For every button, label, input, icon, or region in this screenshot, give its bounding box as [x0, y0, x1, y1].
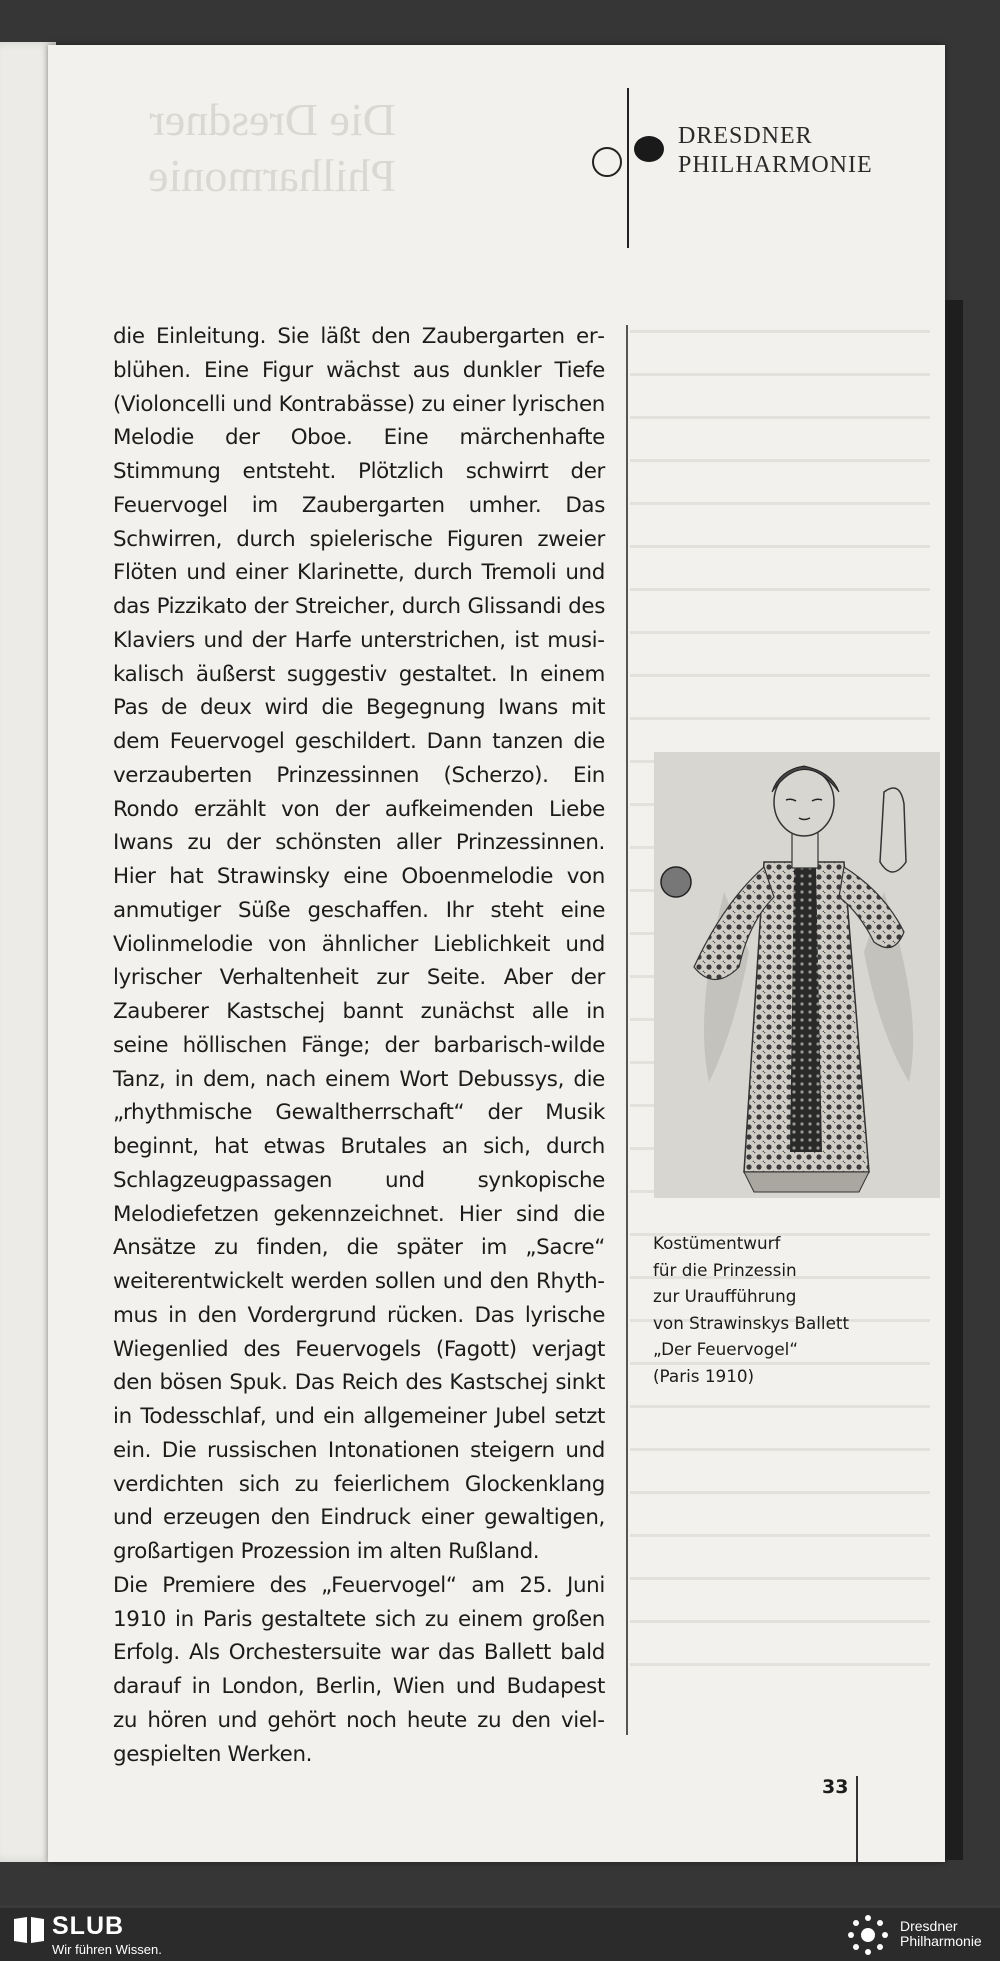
show-through-title: Die Dresdner Philharmonie	[148, 94, 396, 201]
logo-wordmark	[678, 122, 873, 180]
logo-line-2: PHILHARMONIE	[678, 152, 873, 178]
philharmonie-burst-icon	[843, 1913, 893, 1957]
princess-costume-drawing	[654, 752, 940, 1198]
dp-logo-icon	[583, 136, 627, 180]
page-number: 33	[822, 1776, 849, 1798]
caption-line: Kostümentwurf	[653, 1233, 781, 1253]
library-name[interactable]: SLUB	[52, 1912, 125, 1940]
caption-line: für die Prinzessin	[653, 1259, 797, 1280]
logo-line-1: DRESDNER	[678, 123, 813, 149]
article-paragraph: die Einleitung. Sie läßt den Zaubergarten erblühen. Eine Figur wächst aus dunkler Tiefe (Violoncelli und Kontrabässe) zu einer lyrischen Melodie der Oboe. Eine märchenhafte Stimmung entsteht. Plötzlich schwirrt der Feuervogel im Zaubergarten umher. Das Schwirren, durch spielerische Figuren zweier Flöten und einer Klarinette, durch Tremoli und das Pizzikato der Streicher, durch Glissandi des Klaviers und der Harfe unterstrichen, ist musikalisch äußerst suggestiv gestaltet. In einem Pas de deux wird die Begegnung Iwans mit dem Feuervogel geschildert. Dann tanzen die verzauberten Prinzessinnen (Scherzo). Ein Rondo erzählt von der aufkeimenden Liebe Iwans zu der schönsten aller Prinzessinnen. Hier hat Strawinsky eine Oboenmelodie von anmutiger Süße geschaffen. Ihr steht eine Violinmelodie von ähnlicher Lieblichkeit und lyrischer Verhaltenheit zur Seite. Aber der Zauberer Kastschej bannt zunächst alle in seine höllischen Fänge; der barbarisch-wilde Tanz, in dem, nach einem Wort Debussys, die „rhythmische Gewaltherrschaft“ der Musik beginnt, hat etwas Brutales an sich, durch Schlagzeugpassagen und synkopische Melodiefetzen gekennzeichnet. Hier sind die Ansätze zu finden, die später im „Sacre“ weiterentwickelt werden sollen und den Rhythmus in den Vordergrund rücken. Das lyrische Wiegenlied des Feuervogels (Fagott) verjagt den bösen Spuk. Das Reich des Kastschej sinkt in Todesschlaf, und ein allgemeiner Jubel setzt ein. Die russischen Intonationen steigern und verdichten sich zu feierlichem Glockenklang und erzeugen den Eindruck einer gewaltigen, großartigen Prozession im alten Rußland.	[113, 324, 605, 1564]
caption-line: von Strawinskys Ballett	[653, 1312, 850, 1333]
partner-name[interactable]: Dresdner Philharmonie	[900, 1918, 982, 1949]
logo-vertical-line	[627, 88, 629, 248]
article-paragraph: Die Premiere des „Feuervogel“ am 25. Juni 1910 in Paris gestaltete sich zu einem großen Erfolg. Als Orchestersuite war das Ballett bald darauf in London, Berlin, Wien und Budapest zu hören und gehört noch heute zu den vielgespielten Werken.	[113, 1572, 605, 1767]
caption-line: (Paris 1910)	[653, 1365, 755, 1386]
page-edge-shadow	[945, 300, 963, 1860]
caption-line: zur Uraufführung	[653, 1286, 797, 1306]
book-icon	[12, 1915, 46, 1945]
costume-illustration	[654, 752, 940, 1198]
article-body	[113, 320, 605, 1771]
viewer-footer-bar	[0, 1908, 1000, 1961]
column-divider	[626, 325, 628, 1735]
library-tagline: Wir führen Wissen.	[52, 1942, 162, 1957]
dp-logo-dot-icon	[631, 133, 667, 169]
dresdner-philharmonie-logo	[583, 88, 903, 248]
page-number-rule	[856, 1776, 858, 1862]
figure-caption	[653, 1230, 923, 1389]
caption-line: „Der Feuervogel“	[653, 1339, 799, 1359]
